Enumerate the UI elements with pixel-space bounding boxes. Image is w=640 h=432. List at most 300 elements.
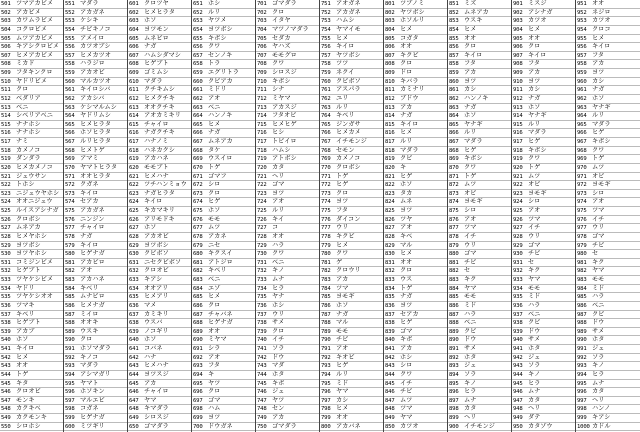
table-row: [0, 388, 63, 397]
row-name: エグリトラ: [208, 69, 239, 76]
row-number: 704: [257, 26, 267, 33]
table-row: [512, 388, 575, 397]
row-number: 506: [1, 44, 11, 51]
row-name: ジュウサン: [16, 172, 47, 180]
table-row: [0, 224, 63, 233]
table-row: [320, 26, 383, 35]
table-row: [384, 43, 447, 52]
row-name: アリモドキ: [144, 215, 175, 223]
table-row: [512, 52, 575, 61]
row-name: ナミ: [16, 138, 29, 145]
row-number: 850: [385, 423, 395, 430]
row-name: ヒメカメ: [336, 129, 361, 137]
table-row: [192, 242, 255, 251]
row-number: 586: [65, 302, 75, 309]
table-row: [256, 242, 319, 251]
table-row: [256, 86, 319, 95]
row-number: 801: [385, 1, 395, 7]
row-name: フタ: [592, 51, 604, 59]
row-name: キイロ: [592, 43, 611, 51]
table-row: [512, 17, 575, 26]
row-number: 548: [1, 406, 11, 413]
table-row: [512, 138, 575, 147]
row-name: クワ: [272, 250, 285, 258]
row-name: ルリ: [400, 138, 413, 145]
row-name: ソラ: [464, 370, 477, 378]
row-number: 866: [449, 130, 459, 137]
row-name: ヨモギ: [464, 198, 483, 206]
row-name: ヒメヒゲ: [272, 120, 297, 128]
row-number: 611: [129, 87, 139, 94]
row-name: ムネ: [400, 198, 413, 206]
row-name: ホソマダラ: [80, 345, 111, 352]
row-number: 785: [321, 294, 331, 301]
row-number: 536: [1, 302, 11, 309]
table-row: [448, 388, 511, 397]
row-name: クロオビ: [144, 267, 169, 275]
table-row: [448, 104, 511, 113]
table-row: [128, 181, 191, 190]
table-row: [0, 198, 63, 207]
row-name: クワ: [592, 146, 605, 154]
row-number: 886: [449, 302, 459, 309]
table-row: [576, 112, 640, 121]
row-name: ヨツ: [400, 207, 413, 214]
table-row: [512, 198, 575, 207]
row-number: 724: [257, 199, 267, 206]
row-name: クビボソ: [336, 77, 361, 85]
row-number: 987: [577, 311, 587, 318]
table-row: [0, 380, 63, 389]
table-row: [320, 129, 383, 138]
row-name: クロ: [464, 43, 477, 51]
table-row: [384, 328, 447, 337]
row-name: ヒゲ: [528, 138, 541, 145]
table-row: [384, 190, 447, 199]
row-number: 762: [321, 95, 331, 102]
row-name: キアシクロビメ: [16, 43, 59, 51]
table-row: [256, 302, 319, 311]
row-name: オオ: [16, 362, 29, 370]
row-number: 743: [257, 363, 267, 370]
row-number: 748: [257, 406, 267, 413]
row-name: キアシ: [144, 276, 163, 283]
row-number: 941: [513, 346, 523, 352]
row-name: キベ: [400, 232, 413, 240]
row-number: 623: [129, 190, 139, 197]
row-name: ムツアカビメ: [16, 34, 54, 42]
table-row: [384, 86, 447, 95]
table-row: [448, 276, 511, 285]
table-row: [576, 259, 640, 268]
table-row: [384, 207, 447, 216]
row-number: 527: [1, 225, 11, 232]
row-name: タカ: [400, 189, 413, 197]
row-name: クチキムシ: [144, 86, 175, 94]
table-row: [512, 293, 575, 302]
row-name: ヒラ: [464, 388, 477, 396]
row-number: 570: [65, 164, 75, 171]
table-row: [192, 285, 255, 294]
row-name: セダカ: [272, 34, 291, 42]
row-number: 702: [257, 9, 267, 16]
table-row: [448, 311, 511, 320]
row-number: 832: [385, 268, 395, 275]
row-name: カクモンキ: [16, 414, 47, 421]
row-name: エゾ: [208, 284, 221, 292]
row-number: 613: [129, 104, 139, 111]
table-row: [64, 250, 127, 259]
table-row: [448, 302, 511, 311]
row-number: 721: [257, 173, 267, 180]
row-number: 569: [65, 156, 75, 163]
row-name: ヒメ: [528, 25, 541, 33]
row-number: 986: [577, 302, 587, 309]
row-name: キイロ: [400, 120, 419, 128]
row-name: ドウガネ: [208, 422, 233, 430]
row-number: 538: [1, 320, 11, 327]
row-name: ダンダラ: [16, 155, 41, 163]
row-name: ツヤ: [400, 215, 413, 223]
row-number: 905: [513, 35, 523, 42]
row-name: ケシキ: [80, 17, 99, 25]
row-name: ムナ: [272, 276, 285, 283]
row-number: 968: [577, 147, 587, 154]
row-name: セモン: [336, 146, 355, 154]
row-number: 773: [321, 190, 331, 197]
row-number: 619: [129, 156, 139, 163]
row-number: 541: [1, 346, 11, 352]
row-number: 568: [65, 147, 75, 154]
table-row: [0, 60, 63, 69]
table-row: [256, 250, 319, 259]
row-name: ダイコン: [336, 215, 361, 223]
row-number: 746: [257, 389, 267, 396]
row-number: 981: [577, 259, 587, 266]
row-name: ヒメナガ: [80, 301, 105, 309]
row-name: ホタ: [528, 345, 541, 352]
row-name: ホタ: [272, 370, 285, 378]
row-name: ハムシ: [336, 17, 355, 25]
row-name: ベニ: [272, 258, 285, 266]
row-number: 858: [449, 61, 459, 68]
table-row: [128, 9, 191, 18]
row-name: ゴマ: [464, 250, 477, 258]
row-number: 979: [577, 242, 587, 249]
table-row: [192, 216, 255, 225]
row-number: 969: [577, 156, 587, 163]
table-row: [192, 112, 255, 121]
table-row: [320, 43, 383, 52]
row-name: ホソ: [16, 336, 29, 344]
row-number: 837: [385, 311, 395, 318]
table-row: [192, 60, 255, 69]
row-number: 714: [257, 113, 267, 120]
row-name: ムツ: [592, 163, 605, 171]
table-row: [384, 405, 447, 414]
row-name: キベリ: [208, 267, 227, 275]
row-name: アカネ: [208, 232, 227, 240]
row-name: ツブノミ: [400, 0, 425, 7]
row-number: 942: [513, 354, 523, 361]
row-name: ウリ: [592, 224, 605, 232]
table-row: [0, 164, 63, 173]
row-number: 897: [449, 397, 459, 404]
row-number: 740: [257, 337, 267, 344]
row-name: サメ: [272, 319, 285, 327]
row-name: ヒメ: [336, 34, 349, 42]
row-name: ツマアカビメ: [16, 0, 54, 7]
row-name: キイロ: [528, 51, 547, 59]
row-number: 610: [129, 78, 139, 85]
row-number: 945: [513, 380, 523, 387]
row-number: 544: [1, 371, 11, 378]
table-row: [192, 147, 255, 156]
table-row: [320, 405, 383, 414]
row-name: アシナガ: [528, 8, 553, 16]
table-row: [128, 216, 191, 225]
row-name: ウリ: [464, 241, 477, 249]
table-row: [576, 354, 640, 363]
row-number: 914: [513, 113, 523, 120]
table-row: [256, 173, 319, 182]
row-name: モモグロ: [272, 51, 297, 59]
row-name: サメ: [592, 327, 605, 335]
row-name: キオビ: [336, 353, 355, 361]
table-row: [576, 423, 640, 432]
row-name: ドウ: [464, 336, 477, 344]
table-row: [192, 345, 255, 354]
row-number: 636: [129, 302, 139, 309]
table-row: [256, 155, 319, 164]
table-row: [512, 371, 575, 380]
row-number: 579: [65, 242, 75, 249]
table-row: [192, 276, 255, 285]
row-name: ヤツボシ: [400, 8, 425, 16]
row-name: ソラ: [272, 345, 285, 352]
row-number: 947: [513, 397, 523, 404]
table-row: [448, 371, 511, 380]
table-row: [192, 78, 255, 87]
row-number: 554: [65, 26, 75, 33]
row-name: キクビ: [400, 51, 419, 59]
table-row: [384, 181, 447, 190]
row-name: ヤマトヒラタ: [80, 163, 118, 171]
row-number: 736: [257, 302, 267, 309]
row-name: ヨツスジ: [144, 370, 169, 378]
table-row: [576, 173, 640, 182]
table-row: [448, 242, 511, 251]
row-number: 786: [321, 302, 331, 309]
row-name: ウリ: [272, 310, 285, 318]
row-name: カワムラビメ: [16, 17, 54, 25]
table-row: [384, 35, 447, 44]
row-number: 777: [321, 225, 331, 232]
row-name: ヒラ: [528, 379, 541, 387]
table-row: [576, 155, 640, 164]
table-row: [320, 17, 383, 26]
row-number: 682: [193, 268, 203, 275]
row-number: 983: [577, 277, 587, 283]
row-name: ホソキン: [80, 388, 105, 396]
table-row: [448, 319, 511, 328]
row-name: ヨツ: [464, 77, 477, 85]
row-name: キベリ: [336, 112, 355, 120]
row-number: 632: [129, 268, 139, 275]
row-number: 780: [321, 251, 331, 258]
row-name: クビボソ: [144, 250, 169, 258]
row-name: アカガネ: [336, 8, 361, 16]
row-name: ウリ: [336, 224, 349, 232]
table-row: [128, 60, 191, 69]
row-name: ヒゲ: [336, 362, 349, 370]
row-number: 662: [193, 95, 203, 102]
row-name: ゴマ: [272, 181, 285, 189]
table-row: [512, 267, 575, 276]
row-name: カツオブシ: [80, 43, 111, 51]
table-row: [256, 405, 319, 414]
row-name: チャイロ: [80, 224, 105, 232]
row-name: マダラ: [464, 138, 483, 145]
table-row: [576, 250, 640, 259]
row-number: 653: [193, 18, 203, 25]
table-row: [192, 414, 255, 423]
table-row: [192, 95, 255, 104]
row-name: タケ: [208, 146, 221, 154]
row-number: 520: [1, 164, 11, 171]
table-row: [512, 397, 575, 406]
row-name: ツマ: [464, 224, 477, 232]
table-row: [512, 147, 575, 156]
table-row: [384, 293, 447, 302]
table-row: [192, 311, 255, 320]
row-number: 961: [577, 87, 587, 94]
row-number: 820: [385, 164, 395, 171]
table-row: [512, 155, 575, 164]
row-number: 649: [129, 415, 139, 421]
table-row: [256, 328, 319, 337]
row-number: 882: [449, 268, 459, 275]
row-name: キベリ: [16, 310, 35, 318]
row-number: 627: [129, 225, 139, 232]
row-name: クロ: [528, 43, 541, 51]
table-row: [448, 26, 511, 35]
row-name: カタ: [464, 405, 477, 413]
row-number: 679: [193, 242, 203, 249]
table-row: [576, 380, 640, 389]
row-number: 965: [577, 121, 587, 128]
table-row: [192, 198, 255, 207]
row-number: 805: [385, 35, 395, 42]
row-name: カシ: [464, 86, 477, 94]
row-name: サメ: [464, 345, 477, 352]
row-number: 672: [193, 182, 203, 189]
row-number: 871: [449, 173, 459, 180]
table-row: [192, 138, 255, 147]
row-name: キ: [208, 370, 215, 378]
table-row: [448, 164, 511, 173]
row-number: 875: [449, 208, 459, 214]
table-row: [320, 259, 383, 268]
row-number: 683: [193, 277, 203, 283]
row-number: 656: [193, 44, 203, 51]
table-row: [320, 423, 383, 432]
row-name: キボシ: [208, 34, 227, 42]
table-row: [256, 9, 319, 18]
row-name: ヤマイモ: [336, 25, 361, 33]
row-number: 501: [1, 1, 11, 7]
row-name: トゲ: [528, 163, 541, 171]
table-row: [320, 69, 383, 78]
table-row: [448, 362, 511, 371]
table-row: [256, 345, 319, 354]
row-number: 898: [449, 406, 459, 413]
row-name: オオ: [464, 34, 477, 42]
row-name: イタヤ: [272, 17, 291, 25]
row-name: アオ: [272, 198, 285, 206]
row-name: ハラ: [528, 301, 541, 309]
row-name: ヤナ: [272, 293, 285, 301]
table-row: [384, 164, 447, 173]
table-row: [576, 242, 640, 251]
table-row: [448, 224, 511, 233]
row-name: ベニ: [528, 310, 541, 318]
table-row: [64, 362, 127, 371]
row-number: 505: [1, 35, 11, 42]
row-number: 859: [449, 70, 459, 76]
row-name: アカオビ: [80, 69, 105, 76]
row-number: 874: [449, 199, 459, 206]
row-number: 755: [321, 35, 331, 42]
row-number: 848: [385, 406, 395, 413]
table-row: [0, 216, 63, 225]
row-name: キク: [528, 267, 541, 275]
table-row: [192, 233, 255, 242]
row-number: 533: [1, 277, 11, 283]
table-row: [448, 250, 511, 259]
row-number: 845: [385, 380, 395, 387]
table-row: [256, 423, 319, 432]
row-number: 812: [385, 95, 395, 102]
row-name: クロ: [336, 189, 349, 197]
table-row: [576, 285, 640, 294]
row-number: 787: [321, 311, 331, 318]
row-name: ホソ: [336, 301, 349, 309]
row-number: 796: [321, 389, 331, 396]
table-row: [448, 0, 511, 9]
table-row: [256, 69, 319, 78]
table-row: [0, 43, 63, 52]
table-row: [320, 267, 383, 276]
row-number: 911: [513, 87, 523, 94]
row-name: クワ: [208, 43, 221, 51]
row-name: アカブ: [16, 327, 35, 335]
table-row: [0, 138, 63, 147]
table-row: [0, 86, 63, 95]
table-row: [0, 173, 63, 182]
row-name: ルリ: [336, 370, 349, 378]
row-name: セ: [464, 267, 471, 275]
row-number: 895: [449, 380, 459, 387]
row-name: トゲ: [336, 172, 349, 180]
row-name: ホソ: [208, 207, 221, 214]
table-row: [448, 216, 511, 225]
row-name: シナ: [272, 86, 285, 94]
row-number: 686: [193, 302, 203, 309]
row-number: 602: [129, 9, 139, 16]
row-number: 670: [193, 164, 203, 171]
row-number: 722: [257, 182, 267, 189]
